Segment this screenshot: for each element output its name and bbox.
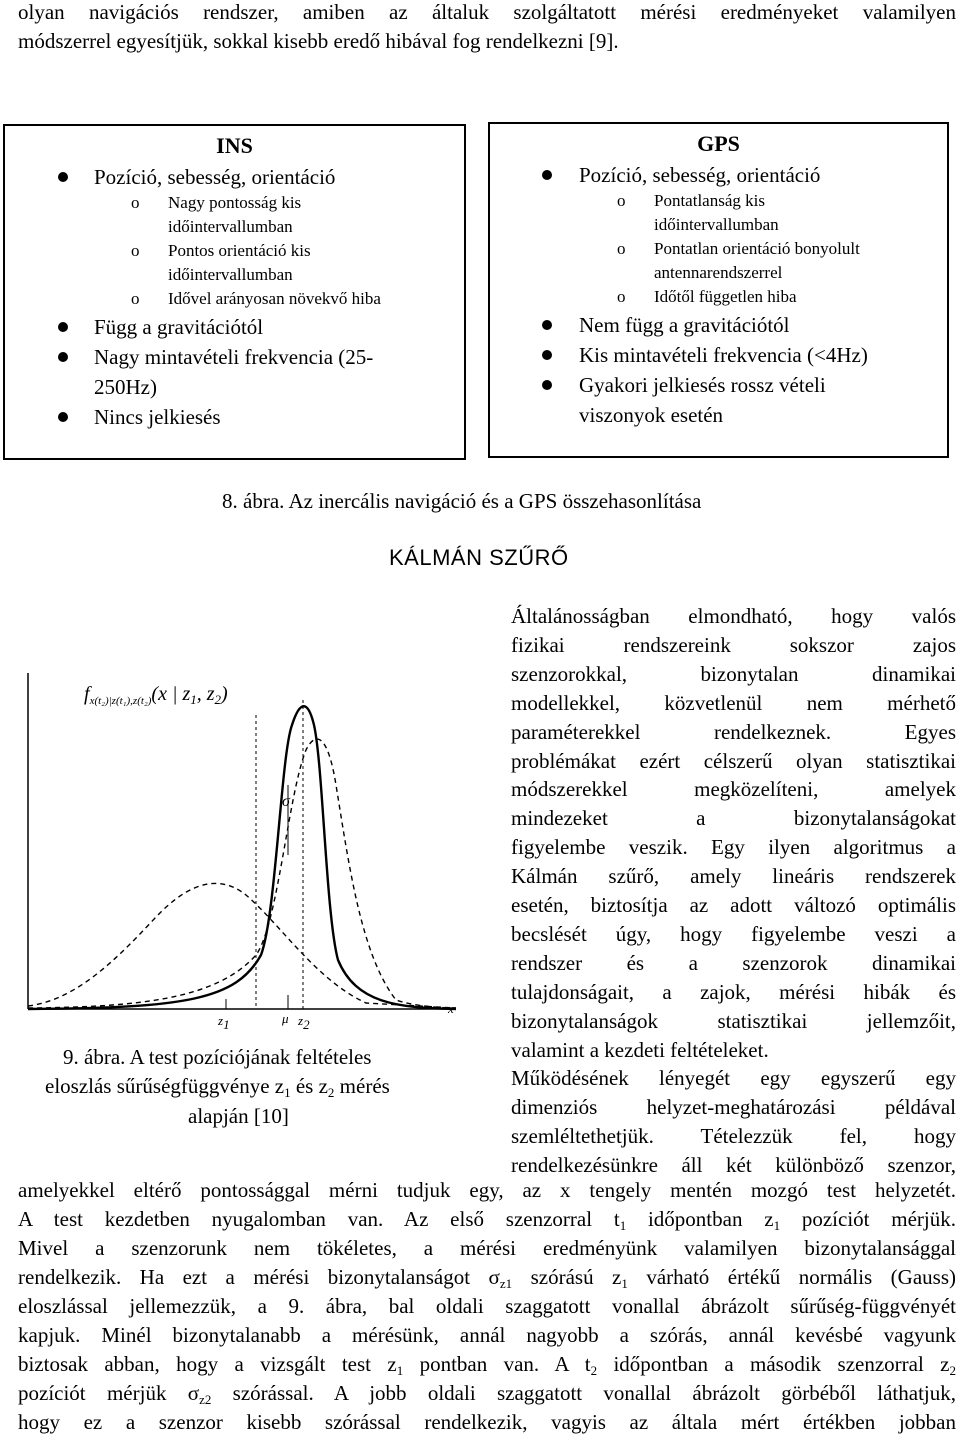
- text-line: rendelkezik. Ha ezt a mérési bizonytalanságot $\sigma_{z1}$ szórású $z_1$ várható értékű normális (Gauss): [18, 1265, 956, 1291]
- gps-subitem: Pontatlan orientáció bonyolult: [654, 239, 860, 258]
- ins-item: Pozíció, sebesség, orientáció: [94, 165, 336, 189]
- circle-bullet-icon: o: [617, 287, 626, 306]
- ins-subitem: Idővel arányosan növekvő hiba: [168, 289, 381, 308]
- paragraph-line: módszerekkel megközelíteni, amelyek: [511, 777, 956, 802]
- text-line: biztosak abban, hogy a vizsgált test $z_1$ pontban van. A $t_2$ időpontban a második szenzorral $z_2$: [18, 1352, 956, 1378]
- bullet-icon: [542, 380, 552, 390]
- circle-bullet-icon: o: [131, 193, 140, 212]
- paragraph-line: becslését úgy, hogy figyelembe veszi a: [511, 921, 956, 946]
- distribution-figure: [16, 655, 464, 1030]
- gps-item: Kis mintavételi frekvencia (<4Hz): [579, 343, 868, 367]
- circle-bullet-icon: o: [617, 191, 626, 210]
- circle-bullet-icon: o: [131, 289, 140, 308]
- z2-density-curve: [28, 739, 456, 1008]
- paragraph-line: Kálmán szűrő, amely lineáris rendszerek: [511, 864, 956, 889]
- paragraph-line: valamint a kezdeti feltételeket.: [511, 1037, 769, 1062]
- text-line: A test kezdetben nyugalomban van. Az első szenzorral $t_1$ időpontban $z_1$ pozíciót mérjük.: [18, 1207, 957, 1233]
- gps-item: Gyakori jelkiesés rossz vételi: [579, 373, 826, 397]
- z1-density-curve: [28, 883, 456, 1008]
- paragraph-line: modellekkel, közvetlenül nem mérhető: [511, 690, 956, 715]
- density-function-label: $f_{x(t_2)|z(t_1),z(t_2)}(x$ | $z_1$, $z_2$): [84, 683, 228, 707]
- gaussian-plot: [16, 655, 464, 1030]
- paragraph-line: Működésének lényegét egy egyszerű egy: [511, 1066, 956, 1091]
- ins-subitem: Pontos orientáció kis: [168, 241, 311, 260]
- text-line: módszerrel egyesítjük, sokkal kisebb eredő hibával fog rendelkezni [9].: [18, 29, 619, 53]
- ins-item: Nincs jelkiesés: [94, 405, 221, 429]
- paragraph-line: dimenziós helyzet-meghatározási példával: [511, 1095, 956, 1120]
- text-line: olyan navigációs rendszer, amiben az általuk szolgáltatott mérési eredményeket valamilyen: [18, 0, 956, 24]
- ins-item: Nagy mintavételi frekvencia (25-: [94, 345, 374, 369]
- figure-caption: 8. ábra. Az inercális navigáció és a GPS összehasonlítása: [222, 489, 702, 513]
- paragraph-line: szemléltethetjük. Tételezzük fel, hogy: [511, 1124, 956, 1149]
- paragraph-line: bizonytalanságok statisztikai jellemzőit,: [511, 1008, 956, 1033]
- gps-subitem: Pontatlanság kis: [654, 191, 765, 210]
- gps-title: GPS: [697, 131, 740, 156]
- bullet-icon: [58, 322, 68, 332]
- figure-caption: alapján [10]: [188, 1104, 289, 1128]
- text-line: kapjuk. Minél bizonytalanabb a mérésünk, annál nagyobb a szórás, annál kevésbé vagyunk: [18, 1323, 956, 1347]
- figure-caption: 9. ábra. A test pozíciójának feltételes: [63, 1045, 372, 1069]
- paragraph-line: Általánosságban elmondható, hogy valós: [511, 604, 956, 628]
- fused-density-curve: [28, 706, 456, 1009]
- ins-item: 250Hz): [94, 375, 157, 399]
- text-line: amelyekkel eltérő pontossággal mérni tudjuk egy, az x tengely mentén mozgó test helyzetét.: [18, 1178, 956, 1202]
- text-line: eloszlással jellemezzük, a 9. ábra, bal oldali szaggatott vonallal ábrázolt sűrűség-függvényét: [18, 1294, 956, 1318]
- gps-item: Pozíció, sebesség, orientáció: [579, 163, 821, 187]
- bullet-icon: [542, 350, 552, 360]
- circle-bullet-icon: o: [617, 239, 626, 258]
- gps-subitem: antennarendszerrel: [654, 263, 783, 282]
- text-line: pozíciót mérjük $\sigma_{z2}$ szórással. A jobb oldali szaggatott vonallal ábrázolt görbéből láthatjuk,: [18, 1381, 956, 1407]
- bullet-icon: [58, 352, 68, 362]
- ins-title: INS: [216, 133, 253, 158]
- axis-x-label: x: [448, 1001, 454, 1016]
- paragraph-line: paraméterekkel rendelkeznek. Egyes: [511, 719, 956, 744]
- figure-caption: eloszlás sűrűségfüggvénye $z_1$ és $z_2$ mérés: [45, 1074, 390, 1100]
- paragraph-line: esetén, biztosítja az adott változó optimális: [511, 893, 956, 917]
- circle-bullet-icon: o: [131, 241, 140, 260]
- paragraph-line: szenzorokkal, bizonytalan dinamikai: [511, 661, 956, 686]
- gps-item: viszonyok esetén: [579, 403, 724, 427]
- bullet-icon: [542, 170, 552, 180]
- gps-subitem: Időtől független hiba: [654, 287, 797, 306]
- tick-z2: $z_2$: [298, 1013, 310, 1032]
- paragraph-line: rendelkezésünkre áll két különböző szenzor,: [511, 1153, 956, 1178]
- paragraph-line: rendszer és a szenzorok dinamikai: [511, 950, 956, 975]
- gps-item: Nem függ a gravitációtól: [579, 313, 790, 337]
- sigma-label: σ: [282, 793, 290, 810]
- ins-subitem: időintervallumban: [168, 217, 293, 236]
- paragraph-line: tulajdonságait, a zajok, mérési hibák és: [511, 979, 956, 1004]
- bullet-icon: [542, 320, 552, 330]
- tick-z1: $z_1$: [218, 1013, 230, 1032]
- bullet-icon: [58, 172, 68, 182]
- section-heading: KÁLMÁN SZŰRŐ: [389, 545, 569, 570]
- gps-subitem: időintervallumban: [654, 215, 779, 234]
- paragraph-line: problémákat ezért célszerű olyan statisztikai: [511, 748, 956, 773]
- paragraph-line: fizikai rendszereink sokszor zajos: [511, 632, 956, 657]
- paragraph-line: mindezeket a bizonytalanságokat: [511, 806, 956, 831]
- bullet-icon: [58, 412, 68, 422]
- ins-subitem: időintervallumban: [168, 265, 293, 284]
- tick-mu: μ: [282, 1011, 289, 1026]
- text-line: hogy ez a szenzor kisebb szórással rendelkezik, vagyis az általa mért értékben jobban: [18, 1410, 956, 1434]
- ins-item: Függ a gravitációtól: [94, 315, 264, 339]
- ins-subitem: Nagy pontosság kis: [168, 193, 302, 212]
- paragraph-line: figyelembe veszik. Egy ilyen algoritmus a: [511, 835, 956, 860]
- text-line: Mivel a szenzorunk nem tökéletes, a mérési eredményünk valamilyen bizonytalansággal: [18, 1236, 956, 1260]
